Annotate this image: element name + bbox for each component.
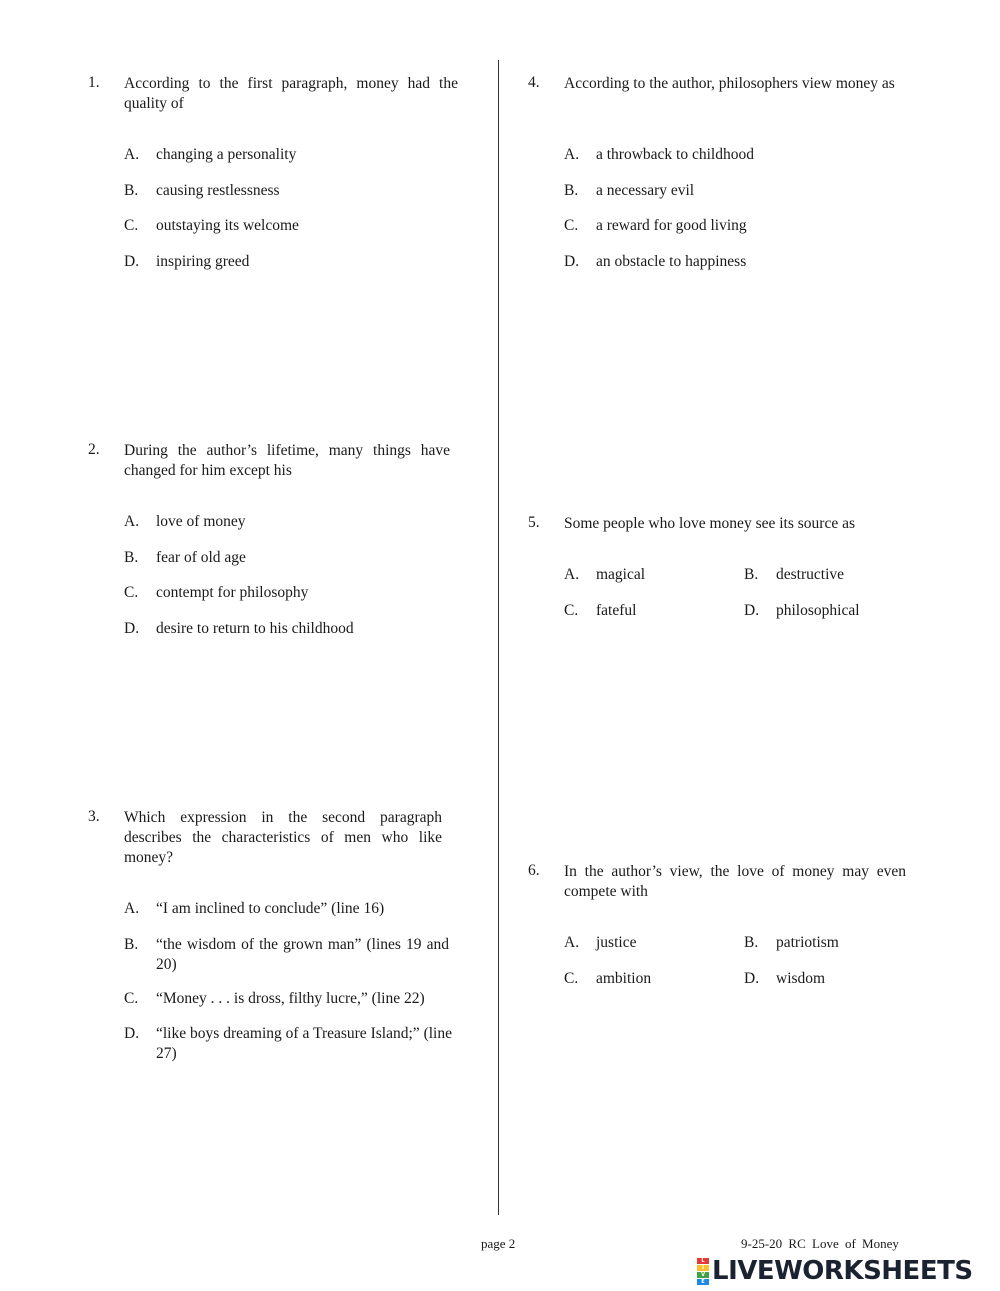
question-number: 4. [528, 74, 540, 91]
logo-blocks-icon [697, 1258, 709, 1285]
column-divider [498, 60, 499, 1215]
question-stem: According to the first paragraph, money had the quality of [124, 75, 458, 112]
question-number: 3. [88, 808, 100, 825]
question-stem: In the author’s view, the love of money may even compete with [564, 863, 906, 900]
question-stem: According to the author, philosophers view money as [564, 75, 895, 92]
logo-text: LIVEWORKSHEETS [712, 1256, 973, 1286]
logo-block: L [697, 1258, 709, 1264]
page-number: page 2 [481, 1236, 516, 1251]
question-stem: Some people who love money see its source as [564, 515, 855, 532]
question-number: 2. [88, 441, 100, 458]
logo-block: I [697, 1265, 709, 1271]
question-number: 1. [88, 74, 100, 91]
question-stem: During the author’s lifetime, many things have changed for him except his [124, 442, 450, 479]
question-number: 5. [528, 514, 540, 531]
question-stem: Which expression in the second paragraph describes the characteristics of men who like money? [124, 809, 442, 866]
question-number: 6. [528, 862, 540, 879]
logo-block: V [697, 1272, 709, 1278]
logo-block: E [697, 1279, 709, 1285]
document-code: 9-25-20 RC Love of Money [741, 1236, 899, 1251]
liveworksheets-logo[interactable] [697, 1256, 973, 1286]
